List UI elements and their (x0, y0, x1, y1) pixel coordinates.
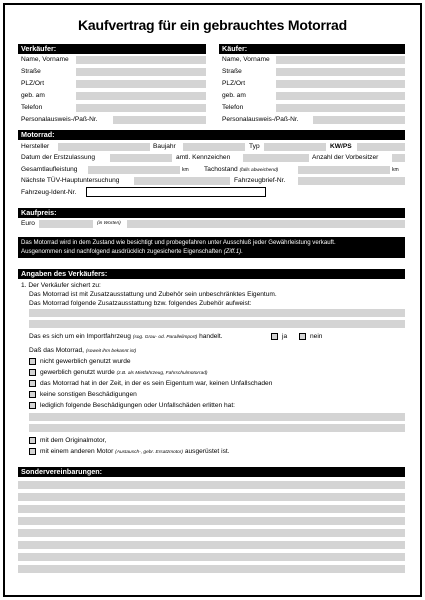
zubehoer-field-2[interactable] (29, 320, 405, 328)
kaeufer-geb-label: geb. am (222, 92, 246, 99)
import-ja-checkbox[interactable] (271, 333, 278, 340)
verkaeufer-geb-field[interactable] (76, 92, 206, 100)
verkaeufer-ausweis-field[interactable] (113, 116, 206, 124)
sondervereinbarungen-line-1[interactable] (18, 481, 405, 489)
zubehoer-line-1: Das Motorrad ist mit Zusatzausstattung und Zubehör sein unbeschränktes Eigentum. (29, 291, 277, 298)
verkaeufer-telefon-label: Telefon (21, 104, 43, 111)
kaeufer-geb-field[interactable] (276, 92, 405, 100)
page-title: Kaufvertrag für ein gebrauchtes Motorrad (78, 17, 347, 33)
verkaeufer-telefon-field[interactable] (76, 104, 206, 112)
gewaehrleistung-notice (18, 237, 405, 258)
gewerblich-checkbox[interactable] (29, 369, 36, 376)
verkaeufer-geb-label: geb. am (21, 92, 45, 99)
tuev-field[interactable] (134, 177, 230, 185)
vorbesitzer-field[interactable] (392, 154, 405, 162)
kaeufer-name-label: Name, Vorname (222, 56, 270, 63)
typ-field[interactable] (264, 143, 326, 151)
km-unit: km (392, 167, 399, 173)
fahrzeugbrief-label: Fahrzeugbrief-Nr. (234, 177, 286, 184)
euro-field[interactable] (39, 220, 93, 228)
beschaedigungen-field-2[interactable] (29, 424, 405, 432)
baujahr-field[interactable] (183, 143, 245, 151)
zubehoer-line-2: Das Motorrad folgende Zusatzausstattung bzw. folgendes Zubehör aufweist: (29, 300, 252, 307)
section-header-kaeufer: Käufer: (219, 44, 405, 54)
section-header-motorrad: Motorrad: (18, 130, 405, 140)
notice-line-2: Ausgenommen sind nachfolgend ausdrücklich zugesicherte Eigenschaften (Ziff.1). (21, 248, 243, 255)
kein-unfallschaden-label: das Motorrad hat in der Zeit, in der es sein Eigentum war, keinen Unfallschaden (40, 380, 273, 387)
euro-label: Euro (21, 220, 35, 227)
kennzeichen-field[interactable] (243, 154, 309, 162)
verkaeufer-ausweis-label: Personalausweis-/Paß-Nr. (21, 116, 98, 123)
kaeufer-telefon-label: Telefon (222, 104, 244, 111)
tuev-label: Nächste TÜV-Hauptuntersuchung (21, 177, 120, 184)
sondervereinbarungen-line-4[interactable] (18, 517, 405, 525)
ident-label: Fahrzeug-Ident-Nr. (21, 189, 77, 196)
dass-motorrad-label: Daß das Motorrad, (soweit ihm bekannt ist) (29, 347, 137, 354)
keine-beschaedigungen-checkbox[interactable] (29, 391, 36, 398)
in-worten-label: (in Worten) (97, 221, 121, 226)
kaeufer-plz-label: PLZ/Ort (222, 80, 246, 87)
angaben-intro: 1. Der Verkäufer sichert zu: (21, 282, 101, 289)
verkaeufer-plz-field[interactable] (76, 80, 206, 88)
nicht-gewerblich-checkbox[interactable] (29, 358, 36, 365)
section-header-angaben: Angaben des Verkäufers: (18, 269, 405, 279)
erstzulassung-field[interactable] (110, 154, 172, 162)
sondervereinbarungen-line-5[interactable] (18, 529, 405, 537)
kein-unfallschaden-checkbox[interactable] (29, 380, 36, 387)
sondervereinbarungen-line-6[interactable] (18, 541, 405, 549)
kaeufer-strasse-label: Straße (222, 68, 242, 75)
anderer-motor-checkbox[interactable] (29, 448, 36, 455)
nicht-gewerblich-label: nicht gewerblich genutzt wurde (40, 358, 131, 365)
gesamtlaufleistung-field[interactable] (88, 166, 180, 174)
folgende-beschaedigungen-checkbox[interactable] (29, 402, 36, 409)
erstzulassung-label: Datum der Erstzulassung (21, 154, 96, 161)
gesamtlaufleistung-label: Gesamtlaufleistung (21, 166, 78, 173)
hersteller-label: Hersteller (21, 143, 50, 150)
import-nein-label: nein (310, 333, 323, 340)
import-ja-label: ja (282, 333, 288, 340)
folgende-beschaedigungen-label: lediglich folgende Beschädigungen oder Unfallschäden erlitten hat: (40, 402, 236, 409)
anderer-motor-label: mit einem anderen Motor (Austausch-, gebr. Ersatzmotor) ausgerüstet ist. (40, 448, 230, 455)
notice-line-1: Das Motorrad wird in dem Zustand wie besichtigt und probegefahren unter Ausschluß jeder Gewährleistung verkauft. (21, 239, 336, 246)
kaeufer-plz-field[interactable] (276, 80, 405, 88)
kaeufer-ausweis-label: Personalausweis-/Paß-Nr. (222, 116, 299, 123)
typ-label: Typ (249, 143, 260, 150)
verkaeufer-strasse-label: Straße (21, 68, 41, 75)
sondervereinbarungen-line-7[interactable] (18, 553, 405, 561)
zubehoer-field-1[interactable] (29, 309, 405, 317)
sondervereinbarungen-line-3[interactable] (18, 505, 405, 513)
kwps-field[interactable] (357, 143, 405, 151)
ident-field[interactable] (86, 187, 266, 197)
in-worten-field[interactable] (127, 220, 405, 228)
import-nein-checkbox[interactable] (299, 333, 306, 340)
fahrzeugbrief-field[interactable] (298, 177, 405, 185)
sondervereinbarungen-line-2[interactable] (18, 493, 405, 501)
kaeufer-strasse-field[interactable] (276, 68, 405, 76)
vorbesitzer-label: Anzahl der Vorbesitzer (312, 154, 379, 161)
kwps-label: KW/PS (330, 143, 352, 150)
import-question: Das es sich um ein Importfahrzeug (sog. Grau- od. Parallelimport) handelt. (29, 333, 223, 340)
kaeufer-ausweis-field[interactable] (313, 116, 405, 124)
verkaeufer-name-field[interactable] (76, 56, 206, 64)
verkaeufer-strasse-field[interactable] (76, 68, 206, 76)
tachostand-field[interactable] (298, 166, 390, 174)
kaeufer-telefon-field[interactable] (276, 104, 405, 112)
verkaeufer-name-label: Name, Vorname (21, 56, 69, 63)
hersteller-field[interactable] (58, 143, 150, 151)
section-header-sondervereinbarungen: Sondervereinbarungen: (18, 467, 405, 477)
gewerblich-label: gewerblich genutzt wurde (z.B. als Mietfahrzeug, Fahrschulmotorrad) (40, 369, 208, 376)
baujahr-label: Baujahr (153, 143, 176, 150)
beschaedigungen-field-1[interactable] (29, 413, 405, 421)
tachostand-label: Tachostand (falls abweichend) (204, 166, 279, 173)
section-header-verkaeufer: Verkäufer: (18, 44, 206, 54)
kaeufer-name-field[interactable] (276, 56, 405, 64)
section-header-kaufpreis: Kaufpreis: (18, 208, 405, 218)
keine-beschaedigungen-label: keine sonstigen Beschädigungen (40, 391, 137, 398)
sondervereinbarungen-line-8[interactable] (18, 565, 405, 573)
kennzeichen-label: amtl. Kennzeichen (176, 154, 231, 161)
originalmotor-label: mit dem Originalmotor, (40, 437, 107, 444)
verkaeufer-plz-label: PLZ/Ort (21, 80, 45, 87)
originalmotor-checkbox[interactable] (29, 437, 36, 444)
km-unit: km (182, 167, 189, 173)
